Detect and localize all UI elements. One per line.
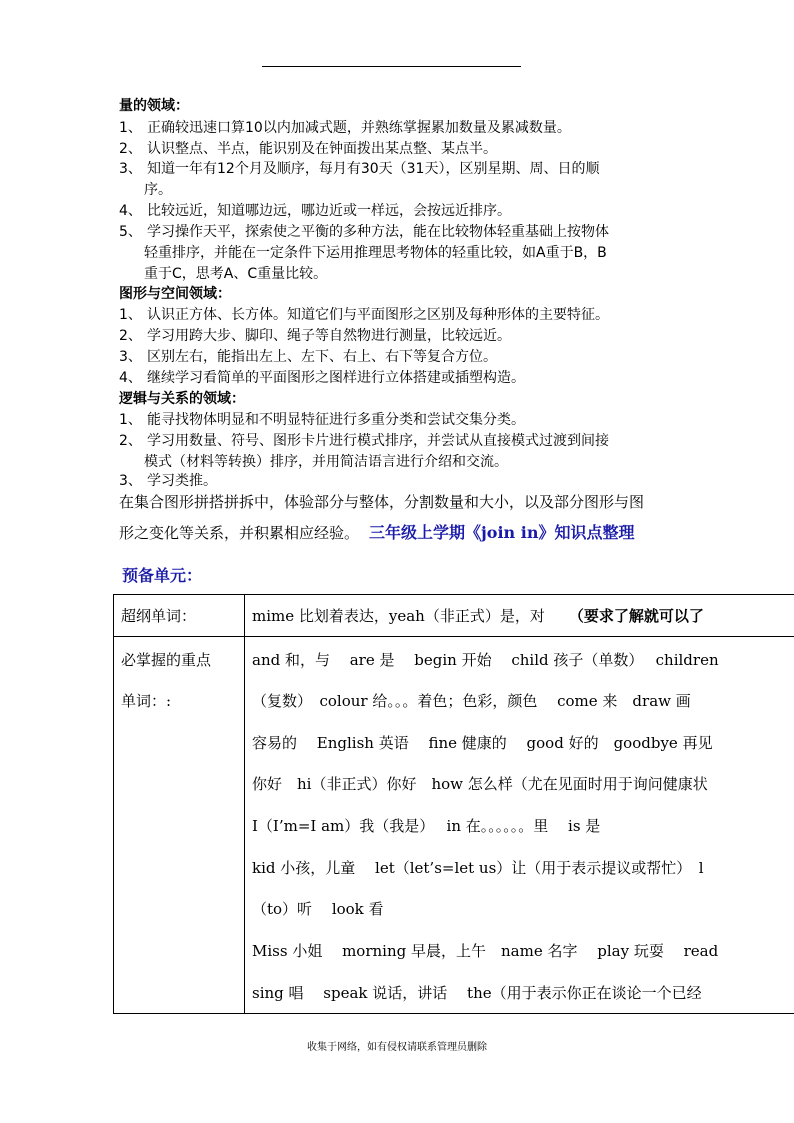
- list-item: 2、 认识整点、半点，能识别及在钟面拨出某点整、某点半。: [119, 141, 497, 157]
- prep-unit-title: 预备单元：: [122, 566, 203, 585]
- list-item: 3、 学习类推。: [119, 473, 217, 489]
- section-title-quantity: 量的领域：: [119, 98, 189, 114]
- summary-paragraph-line2: 形之变化等关系，并积累相应经验。 三年级上学期《join in》知识点整理: [119, 523, 635, 542]
- vocabulary-table: [113, 594, 794, 1014]
- doc-heading: 三年级上学期《join in》知识点整理: [369, 523, 635, 542]
- list-item: 2、 学习用数量、符号、图形卡片进行模式排序，并尝试从直接模式过渡到间接: [119, 433, 609, 449]
- section-title-shape-space: 图形与空间领域：: [119, 286, 231, 302]
- page-footer: 收集于网络，如有侵权请联系管理员删除: [307, 1042, 487, 1053]
- list-item: 1、 能寻找物体明显和不明显特征进行多重分类和尝试交集分类。: [119, 412, 525, 428]
- row-label-key-words: 必掌握的重点: [121, 651, 212, 669]
- summary-paragraph-line1: 在集合图形拼搭拼拆中，体验部分与整体，分割数量和大小，以及部分图形与图: [119, 493, 645, 511]
- key-words-line: kid 小孩，儿童 let（let’s=let us）让（用于表示提议或帮忙） l: [252, 859, 704, 877]
- list-item: 4、 比较远近，知道哪边远，哪边近或一样远，会按远近排序。: [119, 203, 511, 219]
- key-words-line: Miss 小姐 morning 早晨，上午 name 名字 play 玩耍 read: [252, 942, 719, 960]
- key-words-line: I（I’m=I am）我（我是） in 在。。。。。。里 is 是: [252, 817, 601, 835]
- key-words-line: 你好 hi（非正式）你好 how 怎么样（尤在见面时用于询问健康状: [252, 775, 708, 793]
- row-label-key-words-cont: 单词：:: [121, 692, 172, 710]
- key-words-line: （to）听 look 看: [252, 900, 384, 918]
- list-item-continuation: 轻重排序，并能在一定条件下运用推理思考物体的轻重比较，如A重于B，B: [144, 245, 607, 261]
- key-words-line: and 和，与 are 是 begin 开始 child 孩子（单数） children: [252, 651, 719, 669]
- list-item: 5、 学习操作天平，探索使之平衡的多种方法，能在比较物体轻重基础上按物体: [119, 224, 609, 240]
- extra-words-text: mime 比划着表达，yeah（非正式）是，对 （要求了解就可以了: [252, 607, 704, 625]
- list-item: 3、 知道一年有12个月及顺序，每月有30天（31天），区别星期、周、日的顺: [119, 161, 600, 177]
- row-label-extra-words: 超纲单词：: [121, 607, 197, 625]
- list-item: 1、 正确较迅速口算10以内加减式题，并熟练掌握累加数量及累减数量。: [119, 120, 571, 136]
- header-rule: [262, 66, 521, 67]
- section-title-logic: 逻辑与关系的领域：: [119, 391, 245, 407]
- key-words-line: （复数） colour 给。。。着色；色彩，颜色 come 来 draw 画: [252, 692, 691, 710]
- key-words-line: 容易的 English 英语 fine 健康的 good 好的 goodbye 再见: [252, 734, 713, 752]
- list-item-continuation: 重于C，思考A、C重量比较。: [144, 266, 328, 282]
- list-item-continuation: 序。: [144, 182, 172, 198]
- list-item-continuation: 模式（材料等转换）排序，并用简洁语言进行介绍和交流。: [144, 454, 508, 470]
- key-words-line: sing 唱 speak 说话，讲话 the（用于表示你正在谈论一个已经: [252, 984, 702, 1002]
- list-item: 1、 认识正方体、长方体。知道它们与平面图形之区别及每种形体的主要特征。: [119, 307, 609, 323]
- list-item: 3、 区别左右，能指出左上、左下、右上、右下等复合方位。: [119, 349, 497, 365]
- list-item: 4、 继续学习看简单的平面图形之图样进行立体搭建或插塑构造。: [119, 370, 525, 386]
- list-item: 2、 学习用跨大步、脚印、绳子等自然物进行测量，比较远近。: [119, 328, 511, 344]
